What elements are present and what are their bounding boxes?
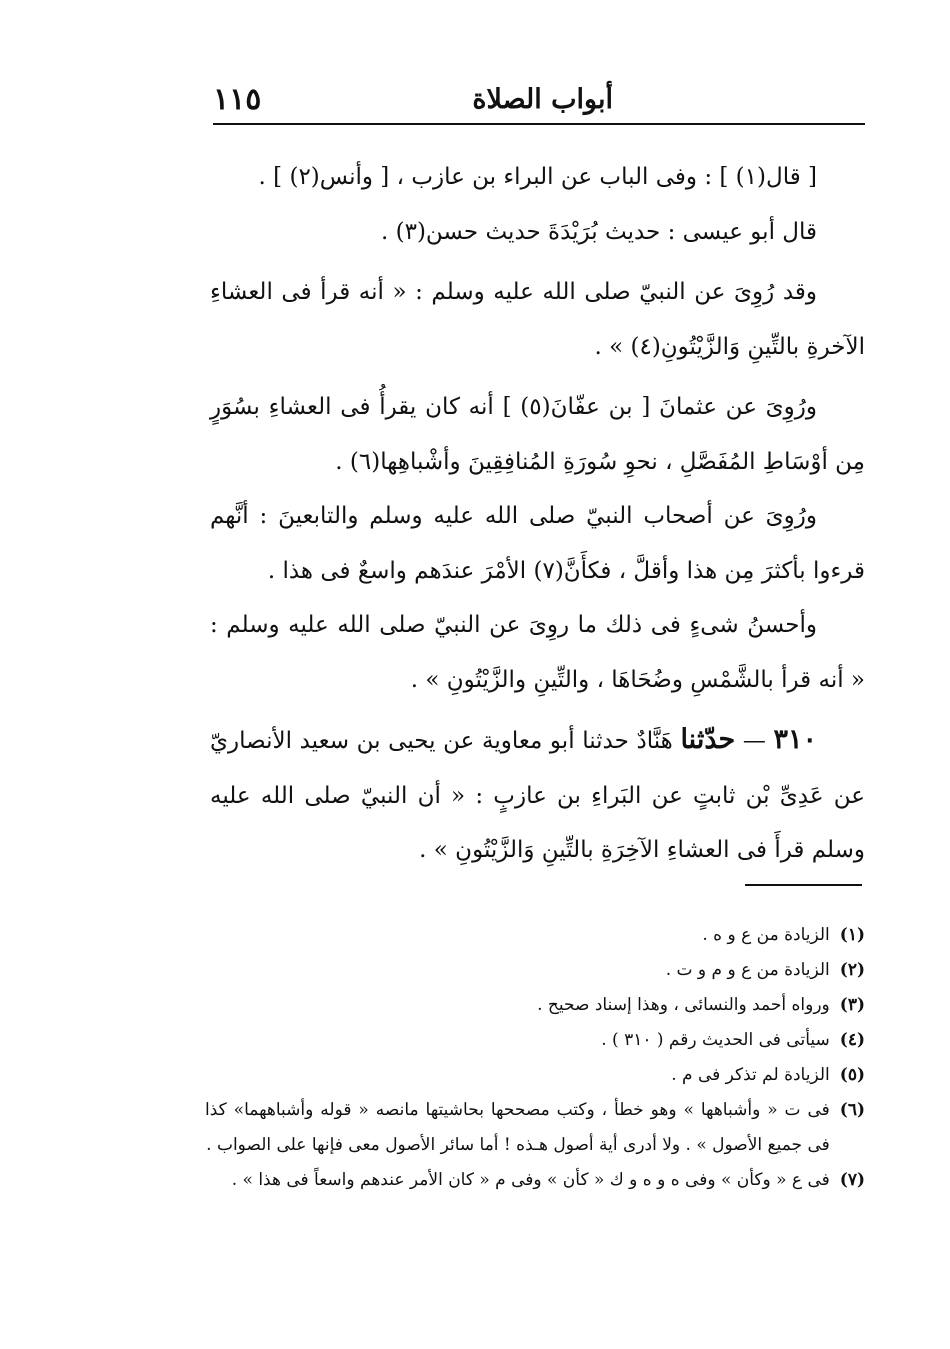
footnote-text: فى ع « وكأن » وفى ه و ه و ك « كأن » وفى م « كان الأمر عندهم واسعاً فى هذا » . [231, 1170, 830, 1190]
footnote-number: (٥) [839, 1065, 865, 1085]
paragraph: وأحسنُ شىءٍ فى ذلك ما روِىَ عن النبيّ صلى الله عليه وسلم : « أنه قرأ بالشَّمْسِ وضُحَاهَا ، والتِّينِ والزَّيْتُونِ » . [210, 612, 865, 693]
footnote-text: الزيادة من ع و م و ت . [665, 960, 830, 980]
footnote-text: فى ت « وأشباهها » وهو خطأ ، وكتب مصححها بحاشيتها مانصه « قوله وأشباههما» كذا فى جميع الأصول » . ولا أدرى أية أصول هـذه ! أما سائر الأصول معى فإنها على الصواب . [205, 1100, 830, 1155]
main-text [210, 150, 865, 878]
hadith-dash: — [742, 728, 766, 754]
footnote-number: (٢) [839, 960, 865, 980]
footnote-number: (٧) [839, 1170, 865, 1190]
header-rule [213, 123, 865, 125]
page-header [213, 72, 863, 124]
footnote [205, 1058, 865, 1093]
page-number: ١١٥ [213, 82, 262, 117]
footnote-text: الزيادة من ع و ه . [702, 925, 830, 945]
paragraph: [ قال(١) ] : وفى الباب عن البراء بن عازب ، [ وأنس(٢) ] . [258, 164, 817, 190]
hadith-opening: حدّثنا [680, 724, 736, 755]
footnote [205, 988, 865, 1023]
paragraph: ورُوِىَ عن عثمانَ [ بن عفّانَ(٥) ] أنه كان يقرأُ فى العشاءِ بسُوَرٍ مِن أوْسَاطِ المُفَصَّلِ ، نحوِ سُورَةِ المُنافِقِينَ وأشْباهِها(٦) . [210, 394, 865, 475]
running-title: أبواب الصلاة [472, 84, 613, 115]
footnote-rule [745, 884, 862, 886]
footnote [205, 1163, 865, 1198]
paragraph: قال أبو عيسى : حديث بُرَيْدَةَ حديث حسن(٣) . [380, 218, 817, 245]
footnote [205, 918, 865, 953]
footnote-number: (٣) [839, 995, 865, 1015]
paragraph: ورُوِىَ عن أصحاب النبيّ صلى الله عليه وسلم والتابعينَ : أنَّهم قرءوا بأكثرَ مِن هذا وأقلَّ ، فكأَنَّ(٧) الأمْرَ عندَهم واسعٌ فى هذا . [210, 503, 865, 584]
footnote-number: (٤) [839, 1030, 865, 1050]
footnote [205, 1093, 865, 1163]
paragraph: وقد رُوِىَ عن النبيّ صلى الله عليه وسلم : « أنه قرأ فى العشاءِ الآخرةِ بالتِّينِ وَالزَّيْتُونِ(٤) » . [210, 279, 865, 360]
footnote-number: (٦) [839, 1100, 865, 1120]
footnote-number: (١) [839, 925, 865, 945]
hadith-number: ٣١٠ [773, 724, 818, 755]
footnote-text: سيأتى فى الحديث رقم ( ٣١٠ ) . [601, 1030, 830, 1050]
hadith-text: هَنَّادٌ حدثنا أبو معاوية عن يحيى بن سعيد الأنصاريّ عن عَدِىِّ بْن ثابتٍ عن البَراءِ بن عازبٍ : « أن النبيّ صلى الله عليه وسلم قرأَ فى العشاءِ الآخِرَةِ بالتِّينِ وَالزَّيْتُونِ » . [210, 728, 865, 863]
hadith-paragraph [210, 713, 865, 878]
footnote-text: الزيادة لم تذكر فى م . [671, 1065, 830, 1085]
footnotes [205, 918, 865, 1198]
footnote [205, 1023, 865, 1058]
footnote-text: ورواه أحمد والنسائى ، وهذا إسناد صحيح . [537, 995, 830, 1015]
footnote [205, 953, 865, 988]
